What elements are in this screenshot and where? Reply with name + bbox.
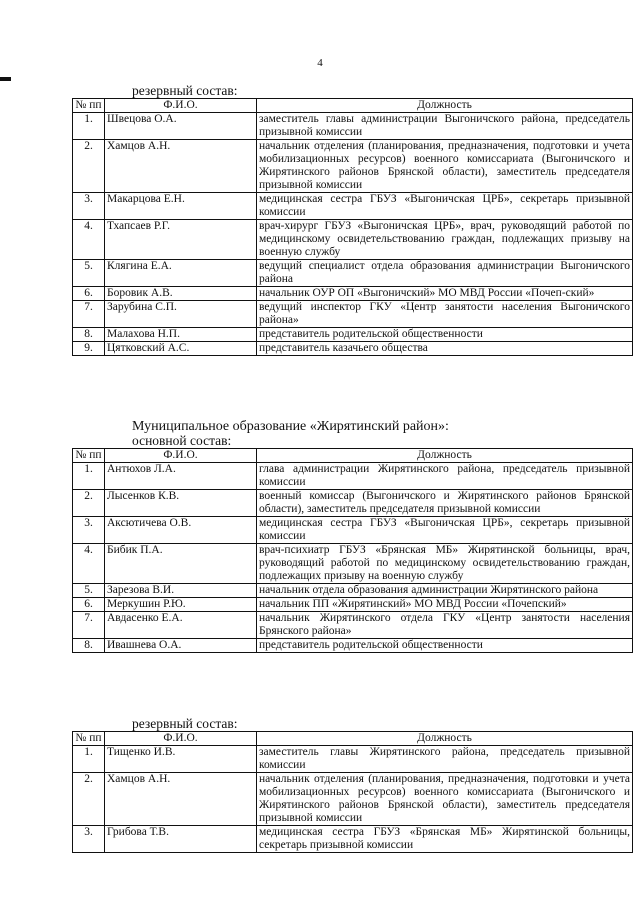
member-number: 5.	[73, 584, 105, 598]
section-caption: резервный состав:	[132, 716, 238, 731]
member-number: 2.	[73, 140, 105, 193]
member-number: 6.	[73, 598, 105, 612]
member-number: 7.	[73, 612, 105, 639]
table-row	[73, 584, 633, 598]
column-header-number: № пп	[73, 732, 105, 746]
member-position: ведущий инспектор ГКУ «Центр занятости населения Выгоничского района»	[257, 301, 633, 328]
member-number: 4.	[73, 220, 105, 260]
table-row	[73, 193, 633, 220]
member-position: начальник отделения (планирования, предназначения, подготовки и учета мобилизационных ресурсов) военного комиссариата (Выгоничского и Жирятинского районов Брянской области), заместитель председателя призывной комиссии	[257, 773, 633, 826]
member-name: Авдасенко Е.А.	[105, 612, 257, 639]
member-number: 2.	[73, 773, 105, 826]
column-header-number: № пп	[73, 449, 105, 463]
table-row	[73, 598, 633, 612]
table-row	[73, 773, 633, 826]
member-position: медицинская сестра ГБУЗ «Брянская МБ» Жирятинской больницы, секретарь призывной комиссии	[257, 826, 633, 853]
member-name: Тхапсаев Р.Г.	[105, 220, 257, 260]
table-row	[73, 517, 633, 544]
table-body	[73, 113, 633, 356]
commission-table	[72, 731, 633, 853]
member-name: Хамцов А.Н.	[105, 140, 257, 193]
column-header-name: Ф.И.О.	[105, 99, 257, 113]
member-name: Швецова О.А.	[105, 113, 257, 140]
member-position: врач-хирург ГБУЗ «Выгоничская ЦРБ», врач, руководящий работой по медицинскому освидетельствованию граждан, подлежащих призыву на военную службу	[257, 220, 633, 260]
member-name: Антюхов Л.А.	[105, 463, 257, 490]
member-number: 9.	[73, 342, 105, 356]
table-row	[73, 220, 633, 260]
page-number: 4	[317, 57, 323, 69]
table-row	[73, 746, 633, 773]
member-number: 1.	[73, 463, 105, 490]
member-name: Зарубина С.П.	[105, 301, 257, 328]
member-position: представитель казачьего общества	[257, 342, 633, 356]
column-header-name: Ф.И.О.	[105, 449, 257, 463]
table-row	[73, 544, 633, 584]
column-header-position: Должность	[257, 732, 633, 746]
table-row	[73, 328, 633, 342]
member-name: Бибик П.А.	[105, 544, 257, 584]
member-name: Хамцов А.Н.	[105, 773, 257, 826]
member-position: представитель родительской общественности	[257, 639, 633, 653]
table-row	[73, 140, 633, 193]
member-position: глава администрации Жирятинского района, председатель призывной комиссии	[257, 463, 633, 490]
member-number: 4.	[73, 544, 105, 584]
member-position: заместитель главы администрации Выгоничского района, председатель призывной комиссии	[257, 113, 633, 140]
member-name: Аксютичева О.В.	[105, 517, 257, 544]
member-name: Грибова Т.В.	[105, 826, 257, 853]
member-position: начальник отделения (планирования, предназначения, подготовки и учета мобилизационных ресурсов) военного комиссариата (Выгоничского и Жирятинского районов Брянской области), заместитель председателя призывной комиссии	[257, 140, 633, 193]
table-row	[73, 287, 633, 301]
member-number: 3.	[73, 826, 105, 853]
member-number: 3.	[73, 193, 105, 220]
main-composition-zhiryatino	[72, 419, 632, 653]
member-name: Меркушин Р.Ю.	[105, 598, 257, 612]
member-position: врач-психиатр ГБУЗ «Брянская МБ» Жирятинской больницы, врач, руководящий работой по медицинскому освидетельствованию граждан, подлежащих призыву на военную службу	[257, 544, 633, 584]
member-name: Тищенко И.В.	[105, 746, 257, 773]
table-row	[73, 612, 633, 639]
member-number: 5.	[73, 260, 105, 287]
member-number: 6.	[73, 287, 105, 301]
member-number: 7.	[73, 301, 105, 328]
member-number: 8.	[73, 639, 105, 653]
table-row	[73, 342, 633, 356]
member-name: Макарцова Е.Н.	[105, 193, 257, 220]
member-position: начальник ОУР ОП «Выгоничский» МО МВД России «Почеп-ский»	[257, 287, 633, 301]
table-row	[73, 463, 633, 490]
table-body	[73, 463, 633, 653]
member-name: Цятковский А.С.	[105, 342, 257, 356]
table-row	[73, 490, 633, 517]
member-name: Лысенков К.В.	[105, 490, 257, 517]
column-header-position: Должность	[257, 449, 633, 463]
table-row	[73, 639, 633, 653]
member-position: начальник ПП «Жирятинский» МО МВД России «Почепский»	[257, 598, 633, 612]
reserve-composition-zhiryatino	[72, 717, 632, 853]
table-row	[73, 301, 633, 328]
member-name: Зарезова В.И.	[105, 584, 257, 598]
table-header-row	[73, 99, 633, 113]
member-name: Ивашнева О.А.	[105, 639, 257, 653]
member-position: заместитель главы Жирятинского района, председатель призывной комиссии	[257, 746, 633, 773]
column-header-number: № пп	[73, 99, 105, 113]
member-position: военный комиссар (Выгоничского и Жирятинского районов Брянской области), заместитель председателя призывной комиссии	[257, 490, 633, 517]
member-position: представитель родительской общественности	[257, 328, 633, 342]
column-header-position: Должность	[257, 99, 633, 113]
member-position: начальник Жирятинского отдела ГКУ «Центр занятости населения Брянского района»	[257, 612, 633, 639]
member-number: 1.	[73, 113, 105, 140]
commission-table	[72, 448, 633, 653]
section-heading: Муниципальное образование «Жирятинский район»:	[132, 419, 449, 434]
member-name: Боровик А.В.	[105, 287, 257, 301]
table-row	[73, 113, 633, 140]
member-number: 8.	[73, 328, 105, 342]
section-caption: основной состав:	[132, 433, 232, 448]
member-number: 1.	[73, 746, 105, 773]
reserve-composition-vygonichi	[72, 84, 632, 356]
table-header-row	[73, 732, 633, 746]
member-name: Клягина Е.А.	[105, 260, 257, 287]
table-row	[73, 260, 633, 287]
member-position: ведущий специалист отдела образования администрации Выгоничского района	[257, 260, 633, 287]
member-number: 3.	[73, 517, 105, 544]
member-position: начальник отдела образования администрации Жирятинского района	[257, 584, 633, 598]
column-header-name: Ф.И.О.	[105, 732, 257, 746]
table-row	[73, 826, 633, 853]
member-position: медицинская сестра ГБУЗ «Выгоничская ЦРБ», секретарь призывной комиссии	[257, 193, 633, 220]
member-number: 2.	[73, 490, 105, 517]
member-position: медицинская сестра ГБУЗ «Выгоничская ЦРБ», секретарь призывной комиссии	[257, 517, 633, 544]
corner-mark	[0, 77, 11, 81]
section-caption: резервный состав:	[132, 83, 238, 98]
table-body	[73, 746, 633, 853]
commission-table	[72, 98, 633, 356]
member-name: Малахова Н.П.	[105, 328, 257, 342]
table-header-row	[73, 449, 633, 463]
